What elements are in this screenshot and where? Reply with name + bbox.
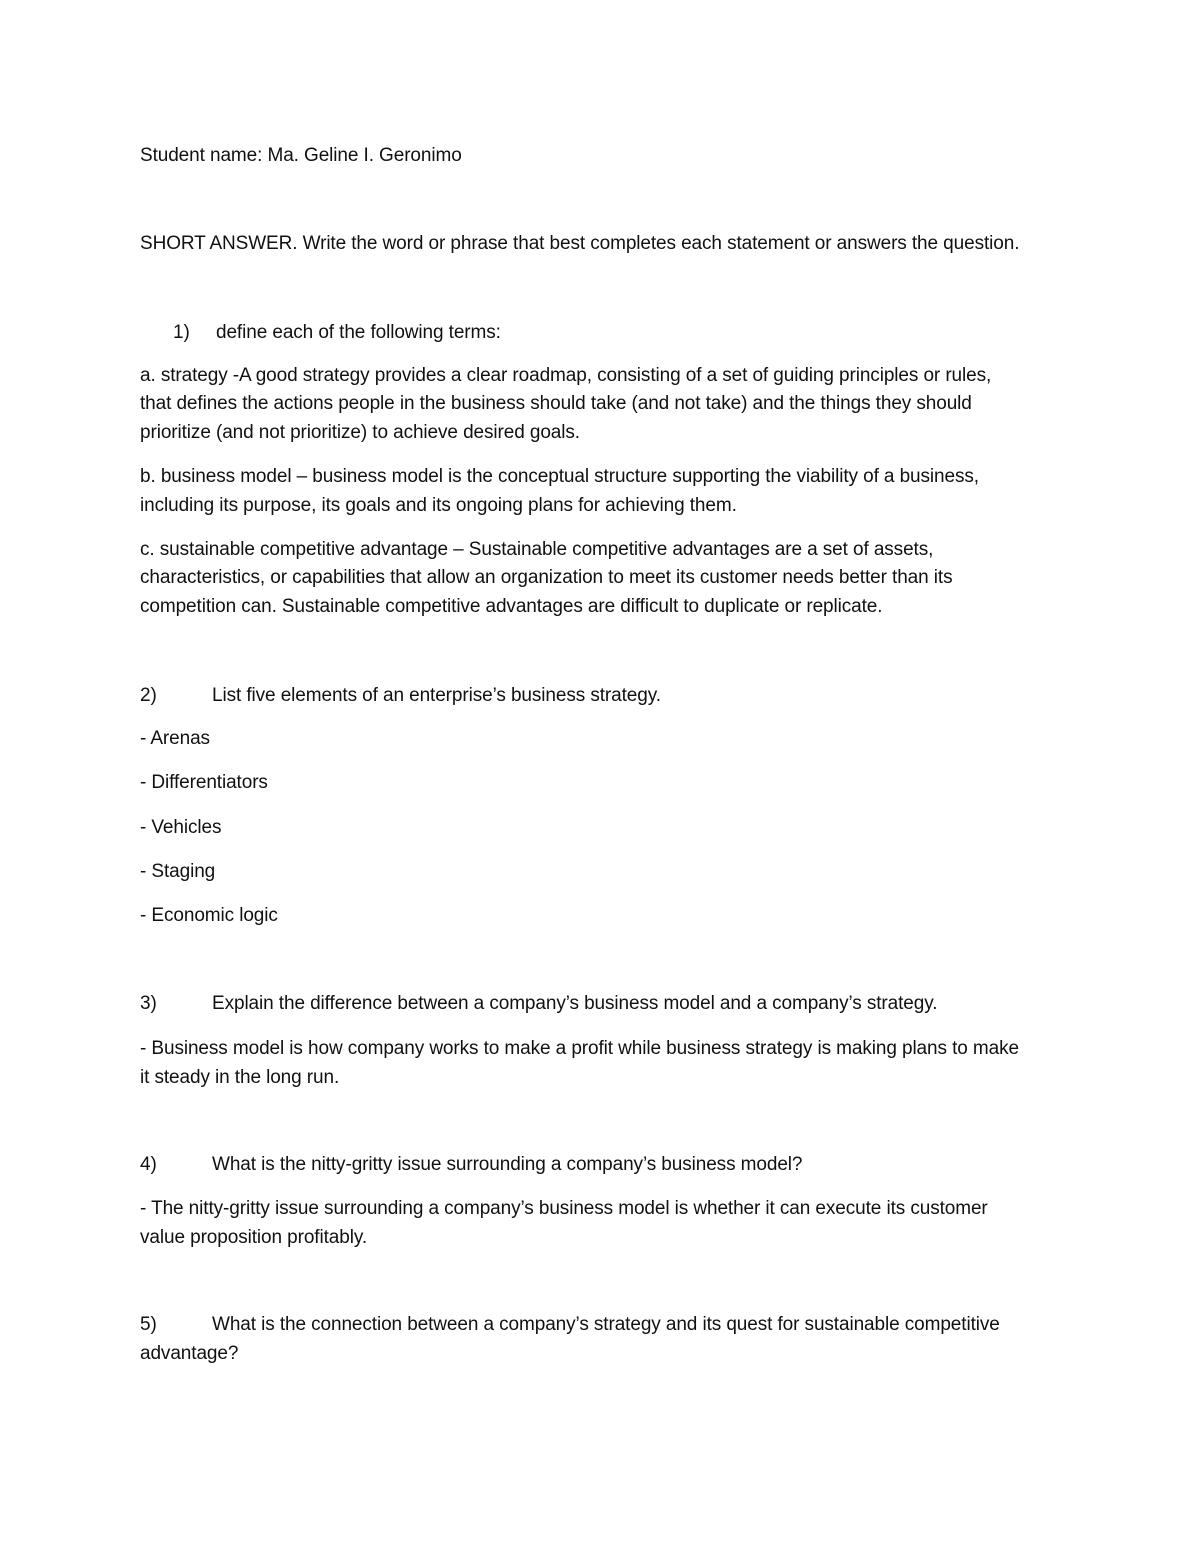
answer-1c-line-3: competition can. Sustainable competitive advantages are difficult to duplicate or replicate. bbox=[140, 596, 883, 617]
answer-2-item: - Arenas bbox=[140, 728, 210, 749]
answer-4-line-2: value proposition profitably. bbox=[140, 1227, 367, 1248]
answer-2-item: - Differentiators bbox=[140, 772, 268, 793]
answer-1c-line-2: characteristics, or capabilities that allow an organization to meet its customer needs better than its bbox=[140, 567, 953, 588]
answer-1a-line-1: a. strategy -A good strategy provides a clear roadmap, consisting of a set of guiding principles or rules, bbox=[140, 365, 992, 386]
answer-3-line-2: it steady in the long run. bbox=[140, 1067, 340, 1088]
question-5-text-line-2: advantage? bbox=[140, 1343, 239, 1364]
question-4-number: 4) bbox=[140, 1154, 157, 1175]
question-1-number: 1) bbox=[173, 322, 190, 343]
answer-1c-line-1: c. sustainable competitive advantage – Sustainable competitive advantages are a set of assets, bbox=[140, 539, 934, 560]
answer-1a-line-3: prioritize (and not prioritize) to achieve desired goals. bbox=[140, 422, 580, 443]
question-5-number: 5) bbox=[140, 1314, 157, 1335]
question-3-number: 3) bbox=[140, 993, 157, 1014]
question-5-text-line-1: What is the connection between a company’s strategy and its quest for sustainable competitive bbox=[212, 1314, 1000, 1335]
question-3-text: Explain the difference between a company’s business model and a company’s strategy. bbox=[212, 993, 938, 1014]
answer-1a-line-2: that defines the actions people in the business should take (and not take) and the things they should bbox=[140, 393, 972, 414]
question-2-text: List five elements of an enterprise’s business strategy. bbox=[212, 685, 661, 706]
student-name-line: Student name: Ma. Geline I. Geronimo bbox=[140, 145, 462, 166]
question-2-number: 2) bbox=[140, 685, 157, 706]
question-4-text: What is the nitty-gritty issue surrounding a company’s business model? bbox=[212, 1154, 803, 1175]
answer-2-item: - Economic logic bbox=[140, 905, 278, 926]
answer-1b-line-2: including its purpose, its goals and its ongoing plans for achieving them. bbox=[140, 495, 737, 516]
instructions: SHORT ANSWER. Write the word or phrase that best completes each statement or answers the question. bbox=[140, 233, 1020, 254]
answer-4-line-1: - The nitty-gritty issue surrounding a company’s business model is whether it can execute its customer bbox=[140, 1198, 988, 1219]
answer-2-item: - Vehicles bbox=[140, 817, 222, 838]
question-1-text: define each of the following terms: bbox=[216, 322, 501, 343]
answer-1b-line-1: b. business model – business model is the conceptual structure supporting the viability of a business, bbox=[140, 466, 979, 487]
answer-3-line-1: - Business model is how company works to make a profit while business strategy is making plans to make bbox=[140, 1038, 1019, 1059]
answer-2-item: - Staging bbox=[140, 861, 216, 882]
